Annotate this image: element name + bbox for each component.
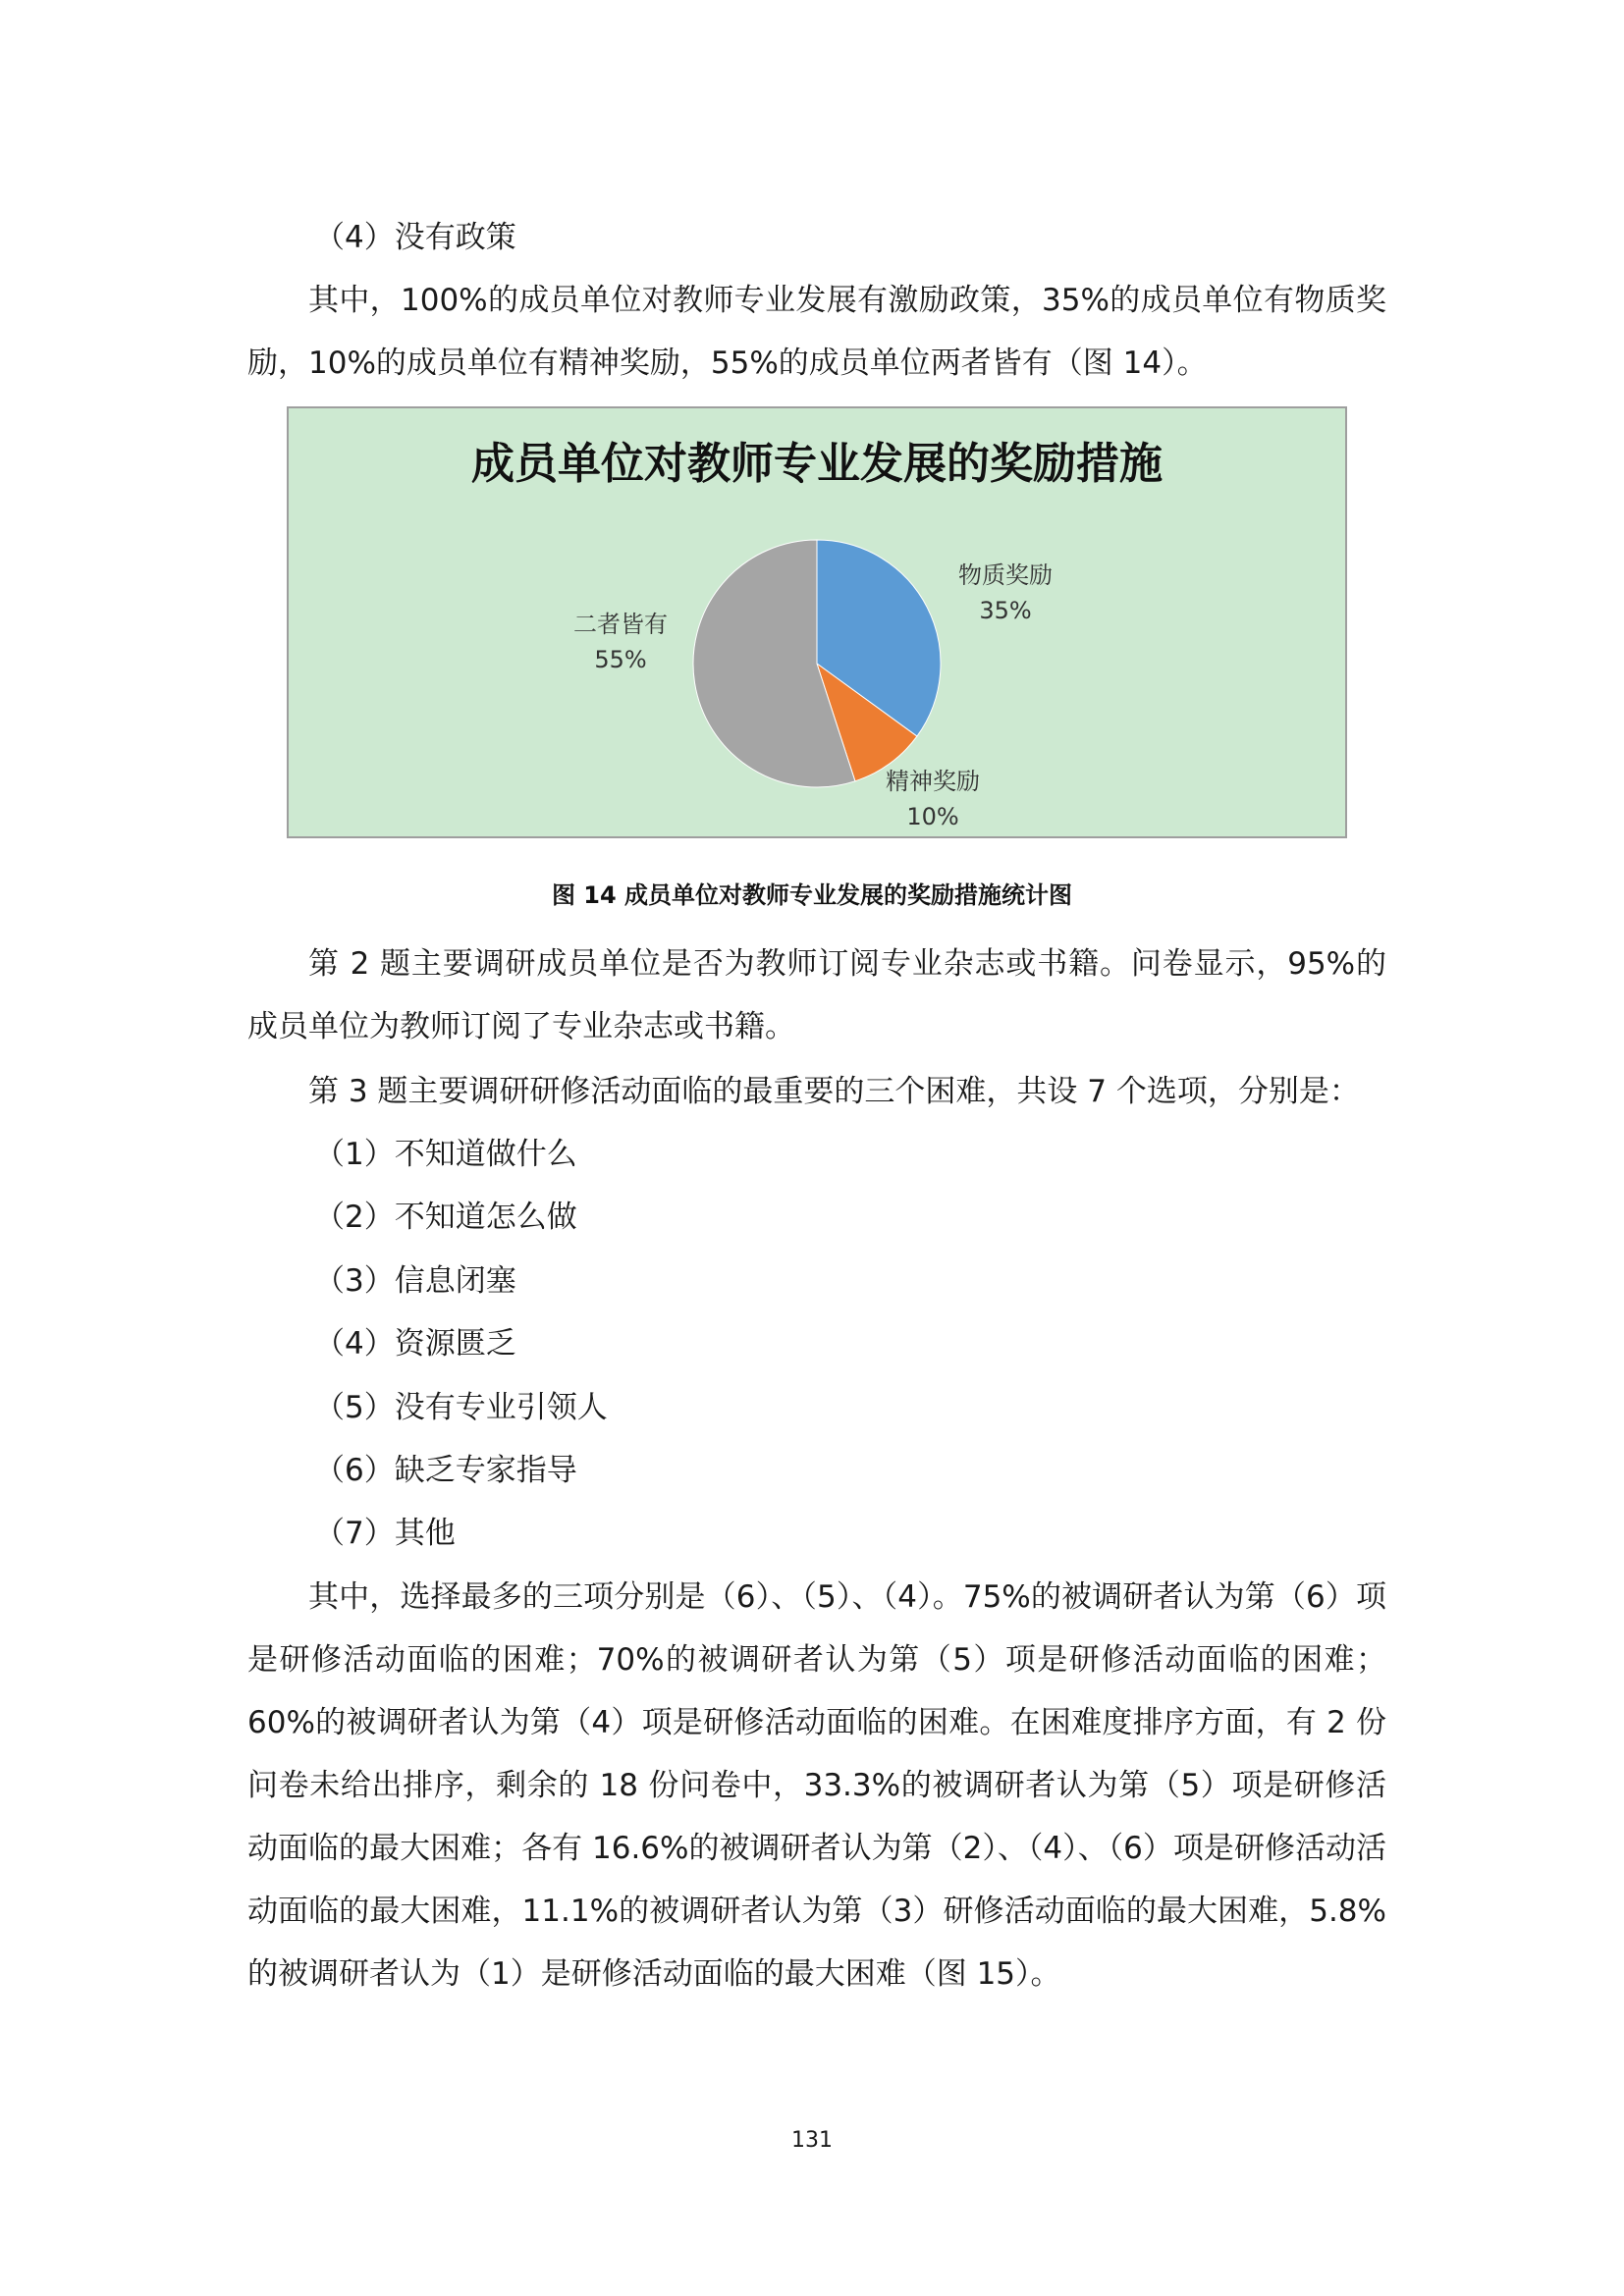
pie-label-spiritual-name: 精神奖励 (886, 768, 980, 795)
chart-title: 成员单位对教师专业发展的奖励措施 (471, 439, 1163, 489)
option-item: （2）不知道怎么做 (314, 1200, 577, 1235)
option-item: （1）不知道做什么 (314, 1137, 577, 1172)
page-number: 131 (791, 2128, 833, 2153)
option-item: （7）其他 (314, 1516, 456, 1551)
figure-caption: 图 14 成员单位对教师专业发展的奖励措施统计图 (551, 881, 1073, 909)
option-item: （6）缺乏专家指导 (314, 1453, 577, 1488)
option-item: （4）资源匮乏 (314, 1326, 516, 1362)
option-item: （5）没有专业引领人 (314, 1390, 608, 1425)
pie-chart-figure (287, 406, 1347, 838)
pie-label-both-name: 二者皆有 (573, 611, 668, 638)
pie-label-material-value: 35% (979, 597, 1032, 624)
paragraph-difficulty-results: 其中，选择最多的三项分别是（6）、（5）、（4）。75%的被调研者认为第（6）项是研修活动面临的困难；70%的被调研者认为第（5）项是研修活动面临的困难；60%的被调研者认为第（4）项是研修活动面临的困难。在困难度排序方面，有 2 份问卷未给出排序，剩余的 18 份问卷中，33.3%的被调研者认为第（5）项是研修活动面临的最大困难；各有 16.6%的被调研者认为第（2）、（4）、（6）项是研修活动活动面临的最大困难，11.1%的被调研者认为第（3）研修活动面临的最大困难，5.8%的被调研者认为（1）是研修活动面临的最大困难（图 15）。 (247, 1579, 1386, 1992)
paragraph-incentive-stats: 其中，100%的成员单位对教师专业发展有激励政策，35%的成员单位有物质奖励，10%的成员单位有精神奖励，55%的成员单位两者皆有（图 14）。 (247, 283, 1386, 381)
paragraph-question-3: 第 3 题主要调研研修活动面临的最重要的三个困难，共设 7 个选项，分别是： (308, 1074, 1360, 1109)
pie-label-spiritual (854, 764, 1011, 834)
pie-label-material (927, 558, 1084, 628)
pie-label-material-name: 物质奖励 (958, 561, 1053, 589)
pie-label-spiritual-value: 10% (906, 803, 959, 830)
pie-label-both (542, 607, 699, 677)
paragraph-question-2: 第 2 题主要调研成员单位是否为教师订阅专业杂志或书籍。问卷显示，95%的成员单位为教师订阅了专业杂志或书籍。 (247, 946, 1386, 1044)
pie-chart (289, 408, 1345, 836)
pie-label-both-value: 55% (594, 646, 647, 673)
policy-option-4: （4）没有政策 (314, 220, 516, 255)
option-item: （3）信息闭塞 (314, 1263, 516, 1299)
